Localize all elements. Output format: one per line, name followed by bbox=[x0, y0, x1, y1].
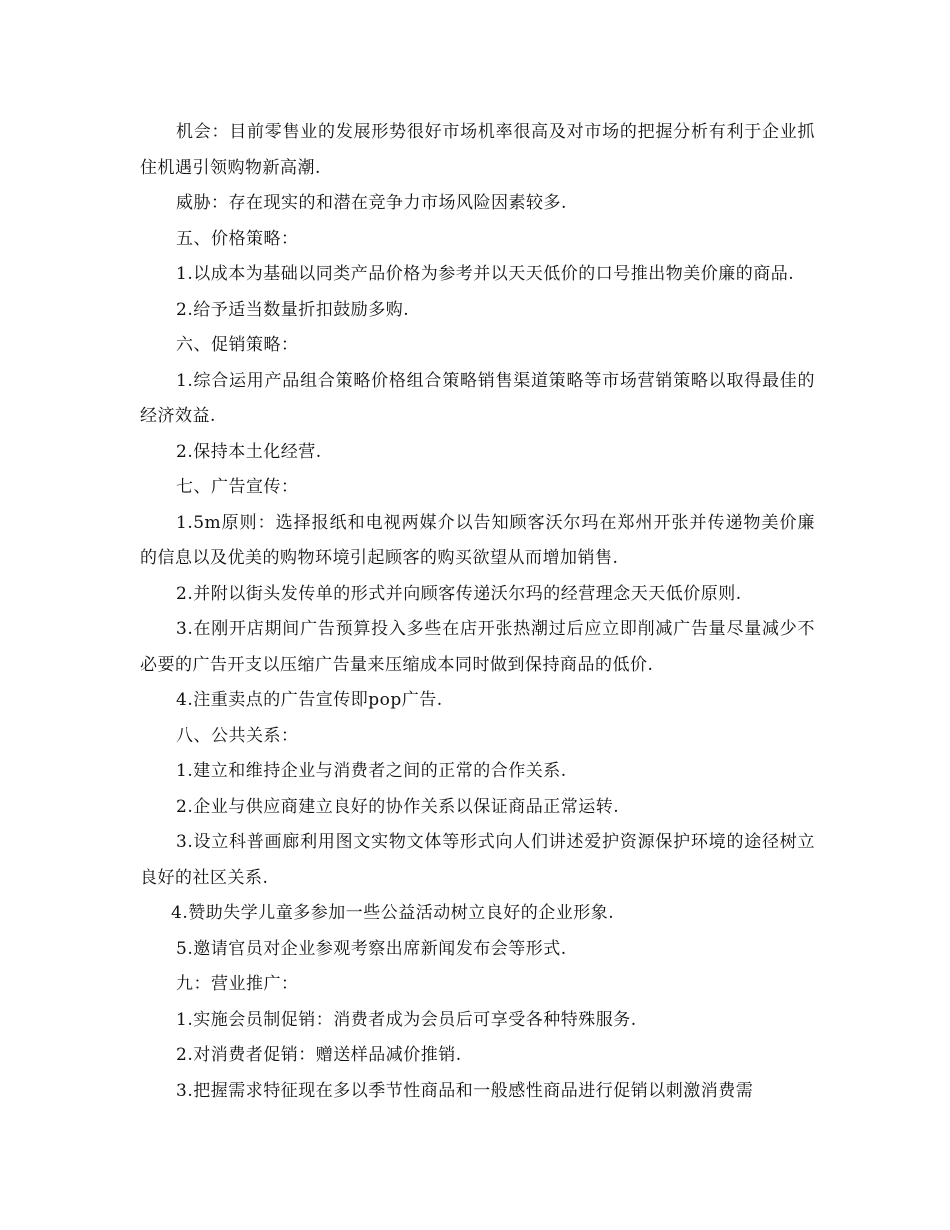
paragraph-advertising-1: 1.5m原则：选择报纸和电视两媒介以告知顾客沃尔玛在郑州开张并传递物美价廉的信息以及优美的购物环境引起顾客的购买欲望从而增加销售. bbox=[140, 512, 815, 568]
paragraph-sales-2: 2.对消费者促销：赠送样品减价推销. bbox=[176, 1045, 462, 1065]
paragraph-sales-3: 3.把握需求特征现在多以季节性商品和一般感性商品进行促销以刺激消费需 bbox=[176, 1080, 754, 1101]
paragraph-advertising-2: 2.并附以街头发传单的形式并向顾客传递沃尔玛的经营理念天天低价原则. bbox=[176, 583, 742, 604]
paragraph-threat: 威胁：存在现实的和潜在竞争力市场风险因素较多. bbox=[176, 193, 567, 213]
document-body bbox=[140, 115, 815, 1109]
paragraph-pr-1: 1.建立和维持企业与消费者之间的正常的合作关系. bbox=[176, 761, 567, 781]
heading-price-strategy: 五、价格策略： bbox=[176, 228, 299, 249]
paragraph-advertising-4: 4.注重卖点的广告宣传即pop广告. bbox=[176, 690, 443, 710]
paragraph-price-1: 1.以成本为基础以同类产品价格为参考并以天天低价的口号推出物美价廉的商品. bbox=[176, 264, 795, 284]
heading-advertising: 七、广告宣传： bbox=[176, 477, 299, 497]
heading-sales-promotion: 九：营业推广： bbox=[176, 974, 299, 994]
paragraph-pr-2: 2.企业与供应商建立良好的协作关系以保证商品正常运转. bbox=[176, 796, 620, 817]
heading-public-relations: 八、公共关系： bbox=[176, 725, 299, 746]
paragraph-advertising-3: 3.在刚开店期间广告预算投入多些在店开张热潮过后应立即削减广告量尽量减少不必要的广告开支以压缩广告量来压缩成本同时做到保持商品的低价. bbox=[140, 619, 815, 675]
heading-promotion-strategy: 六、促销策略： bbox=[176, 335, 299, 355]
paragraph-pr-3: 3.设立科普画廊利用图文实物文体等形式向人们讲述爱护资源保护环境的途径树立良好的社区关系. bbox=[140, 832, 815, 888]
paragraph-pr-5: 5.邀请官员对企业参观考察出席新闻发布会等形式. bbox=[176, 938, 567, 959]
paragraph-promotion-2: 2.保持本土化经营. bbox=[176, 441, 322, 462]
paragraph-promotion-1: 1.综合运用产品组合策略价格组合策略销售渠道策略等市场营销策略以取得最佳的经济效益. bbox=[140, 370, 815, 426]
paragraph-pr-4: 4.赞助失学儿童多参加一些公益活动树立良好的企业形象. bbox=[171, 903, 615, 923]
paragraph-opportunity: 机会：目前零售业的发展形势很好市场机率很高及对市场的把握分析有利于企业抓住机遇引领购物新高潮. bbox=[140, 122, 815, 178]
paragraph-price-2: 2.给予适当数量折扣鼓励多购. bbox=[176, 299, 410, 320]
paragraph-sales-1: 1.实施会员制促销：消费者成为会员后可享受各种特殊服务. bbox=[176, 1009, 637, 1030]
